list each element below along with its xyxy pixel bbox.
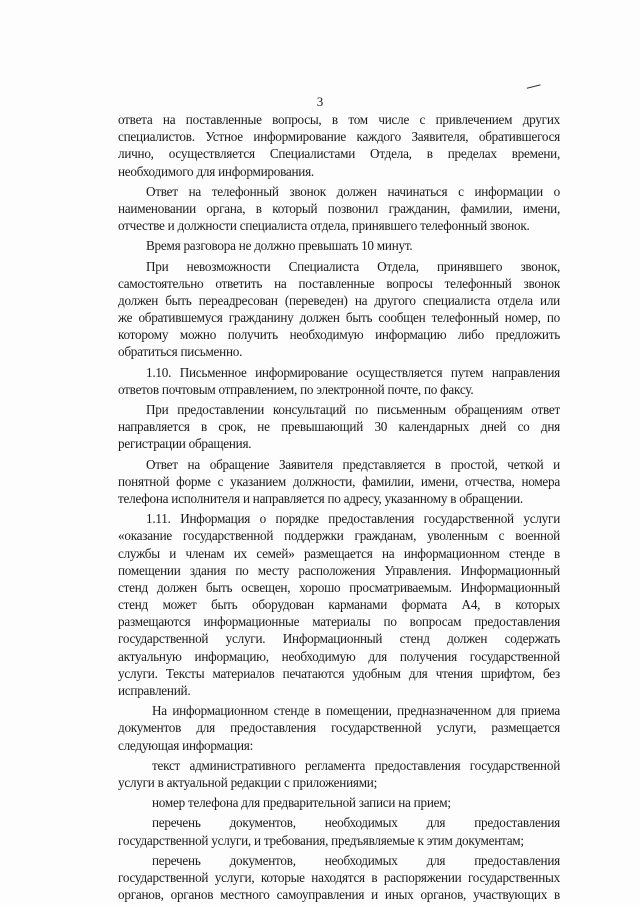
text-line: документов для предоставления государственной услуги, размещается bbox=[118, 720, 560, 736]
text-line: необходимого для информирования. bbox=[118, 163, 314, 179]
text-line: регистрации обращения. bbox=[118, 436, 252, 452]
text-line: перечень документов, необходимых для предоставления bbox=[152, 852, 560, 868]
text-line: отчестве и должности специалиста отдела, принявшего телефонный звонок. bbox=[118, 218, 530, 234]
text-line: 1.11. Информация о порядке предоставления государственной услуги bbox=[146, 511, 560, 527]
text-line: телефона исполнителя и направляется по адресу, указанному в обращении. bbox=[118, 490, 523, 506]
text-line: направляется в срок, не превышающий 30 календарных дней со дня bbox=[118, 419, 560, 435]
text-line: «оказание государственной поддержки гражданам, уволенным с военной bbox=[118, 528, 560, 544]
text-line: перечень документов, необходимых для предоставления bbox=[152, 815, 560, 831]
text-line: ответа на поставленные вопросы, в том числе с привлечением других bbox=[118, 112, 560, 127]
text-line: должен быть переадресован (переведен) на другого специалиста отдела или bbox=[118, 292, 560, 308]
text-line: При невозможности Специалиста Отдела, принявшего звонок, bbox=[146, 258, 560, 274]
text-line: понятной форме с указанием должности, фамилии, имени, отчества, номера bbox=[118, 473, 560, 489]
text-line: службы и членам их семей» размещается на информационном стенде в bbox=[118, 545, 560, 561]
text-line: же обратившемуся гражданину должен быть сообщен телефонный номер, по bbox=[118, 310, 560, 326]
text-line: Время разговора не должно превышать 10 минут. bbox=[146, 238, 413, 254]
text-line: стенд должен быть освещен, хорошо просматриваемым. Информационный bbox=[118, 579, 560, 595]
text-line: государственной услуги. Информационный стенд должен содержать bbox=[118, 631, 560, 647]
text-line: государственной услуги, и требования, предъявляемые к этим документам; bbox=[118, 832, 524, 848]
page-number: 3 bbox=[316, 94, 324, 109]
text-line: помещении здания по месту расположения Управления. Информационный bbox=[118, 562, 560, 578]
text-line: стенд может быть оборудован карманами формата А4, в которых bbox=[118, 597, 560, 613]
text-line: 1.10. Письменное информирование осуществляется путем направления bbox=[146, 364, 560, 380]
text-line: номер телефона для предварительной записи на прием; bbox=[152, 795, 451, 811]
text-line: органов, органов местного самоуправления и иных органов, участвующих в bbox=[118, 887, 560, 903]
text-line: На информационном стенде в помещении, предназначенном для приема bbox=[152, 703, 560, 719]
text-line: ответов почтовым отправлением, по электронной почте, по факсу. bbox=[118, 381, 474, 397]
text-line: актуальную информацию, необходимую для получения государственной bbox=[118, 648, 560, 664]
text-line: услуги в актуальной редакции с приложениями; bbox=[118, 774, 378, 790]
text-line: услуги. Тексты материалов печатаются удобным для чтения шрифтом, без bbox=[118, 665, 560, 681]
text-line: специалистов. Устное информирование каждого Заявителя, обратившегося bbox=[118, 129, 560, 145]
text-line: размещаются информационные материалы по вопросам предоставления bbox=[118, 614, 560, 630]
text-line: Ответ на телефонный звонок должен начинаться с информации о bbox=[146, 183, 560, 199]
text-line: текст административного регламента предоставления государственной bbox=[152, 757, 560, 773]
text-line: исправлений. bbox=[118, 683, 191, 698]
text-line: При предоставлении консультаций по письменным обращениям ответ bbox=[146, 402, 560, 417]
text-line: государственной услуги, которые находятся в распоряжении государственных bbox=[118, 869, 560, 885]
text-line: лично, осуществляется Специалистами Отдела, в пределах времени, bbox=[118, 146, 560, 162]
text-line: самостоятельно ответить на поставленные вопросы телефонный звонок bbox=[118, 275, 560, 291]
text-line: которому можно получить необходимую информацию либо предложить bbox=[118, 327, 560, 343]
text-line: наименовании органа, в который позвонил гражданин, фамилии, имени, bbox=[118, 200, 560, 216]
text-line: Ответ на обращение Заявителя представляется в простой, четкой и bbox=[146, 456, 560, 472]
scan-mark bbox=[527, 84, 542, 91]
text-line: следующая информация: bbox=[118, 737, 253, 753]
document-body bbox=[118, 111, 560, 903]
text-line: обратиться письменно. bbox=[118, 344, 243, 360]
